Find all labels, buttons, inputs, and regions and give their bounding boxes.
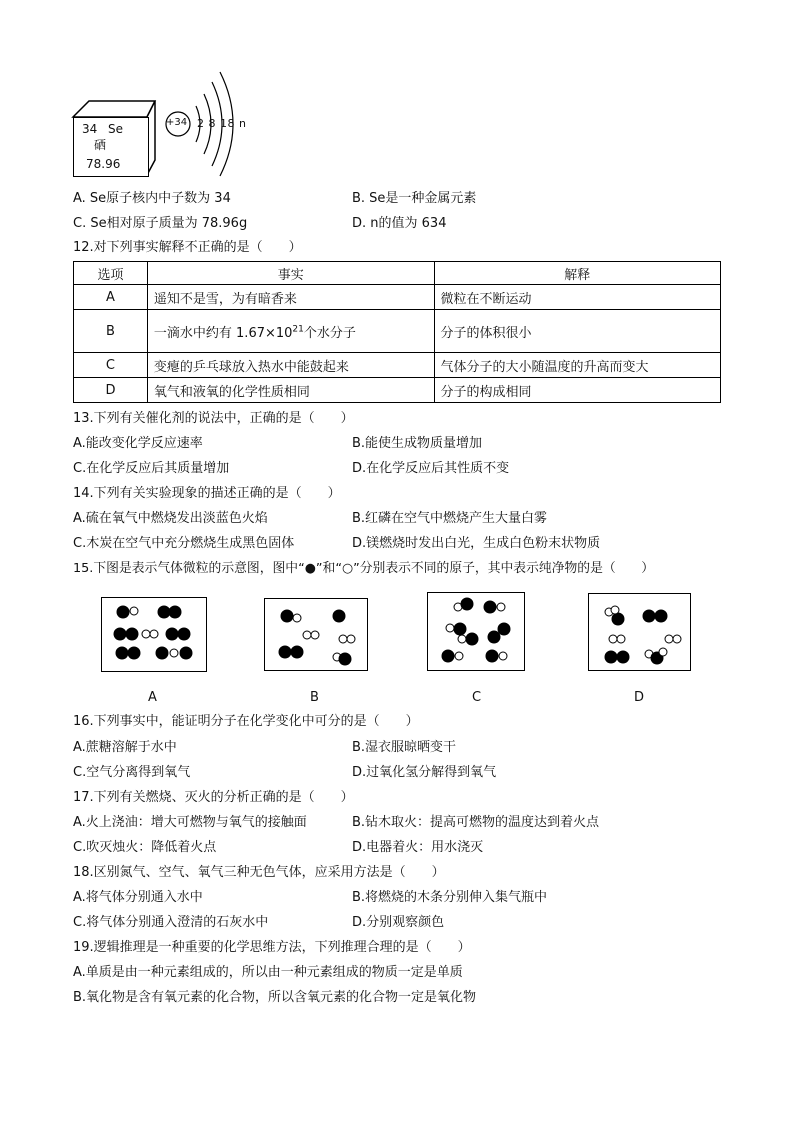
row-explanation: 气体分子的大小随温度的升高而变大 xyxy=(434,353,721,378)
table-header-row xyxy=(74,262,721,285)
table-row[interactable] xyxy=(74,310,721,353)
q13-option-b[interactable]: B.能使生成物质量增加 xyxy=(352,436,483,451)
q15-label-d: D xyxy=(634,690,645,705)
table-row[interactable] xyxy=(74,285,721,310)
q16-option-c[interactable]: C.空气分离得到氧气 xyxy=(73,765,191,780)
q16-option-d[interactable]: D.过氧化氢分解得到氧气 xyxy=(352,765,497,780)
element-symbol: Se xyxy=(108,122,123,136)
header-fact: 事实 xyxy=(147,262,434,285)
q12-stem: 12.对下列事实解释不正确的是（ ） xyxy=(73,240,302,255)
q17-option-d[interactable]: D.电器着火：用水浇灭 xyxy=(352,840,484,855)
q16-option-b[interactable]: B.湿衣服晾晒变干 xyxy=(352,740,457,755)
q13-option-a[interactable]: A.能改变化学反应速率 xyxy=(73,436,203,451)
q14-option-d[interactable]: D.镁燃烧时发出白光，生成白色粉末状物质 xyxy=(352,536,601,551)
row-option: A xyxy=(74,285,148,310)
row-option: D xyxy=(74,378,148,403)
q15-stem: 15.下图是表示气体微粒的示意图，图中“●”和“○”分别表示不同的原子，其中表示纯净物的是（ ） xyxy=(73,561,655,576)
q18-option-a[interactable]: A.将气体分别通入水中 xyxy=(73,890,203,905)
header-option: 选项 xyxy=(74,262,148,285)
table-row[interactable] xyxy=(74,378,721,403)
molecule-diagram-a xyxy=(102,598,206,671)
q11-option-d[interactable]: D. n的值为 634 xyxy=(352,216,447,231)
q13-option-c[interactable]: C.在化学反应后其质量增加 xyxy=(73,461,230,476)
row-option: C xyxy=(74,353,148,378)
q17-option-b[interactable]: B.钻木取火：提高可燃物的温度达到着火点 xyxy=(352,815,600,830)
row-fact-exponent: 21 xyxy=(292,324,304,335)
q15-box-c[interactable] xyxy=(427,592,525,671)
q18-option-d[interactable]: D.分别观察颜色 xyxy=(352,915,445,930)
row-explanation: 分子的构成相同 xyxy=(434,378,721,403)
q16-option-a[interactable]: A.蔗糖溶解于水中 xyxy=(73,740,177,755)
molecule-diagram-b xyxy=(265,599,367,670)
row-explanation: 微粒在不断运动 xyxy=(434,285,721,310)
row-fact: 氧气和液氧的化学性质相同 xyxy=(147,378,434,403)
atom-nucleus-charge: +34 xyxy=(166,117,188,128)
row-fact: 变瘪的乒乓球放入热水中能鼓起来 xyxy=(147,353,434,378)
q18-option-c[interactable]: C.将气体分别通入澄清的石灰水中 xyxy=(73,915,269,930)
row-fact: 遥知不是雪，为有暗香来 xyxy=(147,285,434,310)
row-fact-pre: 一滴水中约有 1.67×10 xyxy=(153,325,293,341)
q15-box-d[interactable] xyxy=(588,593,691,671)
row-option: B xyxy=(74,310,148,353)
row-explanation: 分子的体积很小 xyxy=(434,310,721,353)
q11-option-c[interactable]: C. Se相对原子质量为 78.96g xyxy=(73,216,248,231)
q15-box-b[interactable] xyxy=(264,598,368,671)
q13-stem: 13.下列有关催化剂的说法中，正确的是（ ） xyxy=(73,411,354,426)
cube-top-face xyxy=(73,100,155,118)
q14-option-b[interactable]: B.红磷在空气中燃烧产生大量白雾 xyxy=(352,511,548,526)
q19-option-b[interactable]: B.氧化物是含有氧元素的化合物，所以含氧元素的化合物一定是氧化物 xyxy=(73,990,477,1005)
molecule-diagram-d xyxy=(589,594,690,670)
q14-option-a[interactable]: A.硫在氧气中燃烧发出淡蓝色火焰 xyxy=(73,511,268,526)
q18-option-b[interactable]: B.将燃烧的木条分别伸入集气瓶中 xyxy=(352,890,548,905)
q14-stem: 14.下列有关实验现象的描述正确的是（ ） xyxy=(73,486,341,501)
q16-stem: 16.下列事实中，能证明分子在化学变化中可分的是（ ） xyxy=(73,714,419,729)
q15-label-c: C xyxy=(472,690,482,705)
q13-option-d[interactable]: D.在化学反应后其性质不变 xyxy=(352,461,510,476)
molecule-diagram-c xyxy=(428,593,524,670)
header-explanation: 解释 xyxy=(434,262,721,285)
q19-option-a[interactable]: A.单质是由一种元素组成的，所以由一种元素组成的物质一定是单质 xyxy=(73,965,463,980)
q11-option-a[interactable]: A. Se原子核内中子数为 34 xyxy=(73,191,231,206)
q19-stem: 19.逻辑推理是一种重要的化学思维方法，下列推理合理的是（ ） xyxy=(73,940,471,955)
q14-option-c[interactable]: C.木炭在空气中充分燃烧生成黑色固体 xyxy=(73,536,295,551)
q12-facts-table xyxy=(73,261,721,403)
q15-label-b: B xyxy=(310,690,319,705)
atom-shell-electrons: 2 8 18 n xyxy=(197,117,247,130)
q15-box-a[interactable] xyxy=(101,597,207,672)
q17-option-a[interactable]: A.火上浇油：增大可燃物与氧气的接触面 xyxy=(73,815,307,830)
q17-stem: 17.下列有关燃烧、灭火的分析正确的是（ ） xyxy=(73,790,354,805)
element-mass: 78.96 xyxy=(86,157,121,171)
element-atomic-number: 34 xyxy=(82,122,98,136)
element-name: 硒 xyxy=(94,138,107,152)
q18-stem: 18.区别氮气、空气、氧气三种无色气体，应采用方法是（ ） xyxy=(73,865,445,880)
q15-label-a: A xyxy=(148,690,157,705)
table-row[interactable] xyxy=(74,353,721,378)
row-fact-post: 个水分子 xyxy=(303,325,356,341)
row-fact xyxy=(147,310,434,353)
q17-option-c[interactable]: C.吹灭烛火：降低着火点 xyxy=(73,840,217,855)
q11-option-b[interactable]: B. Se是一种金属元素 xyxy=(352,191,477,206)
